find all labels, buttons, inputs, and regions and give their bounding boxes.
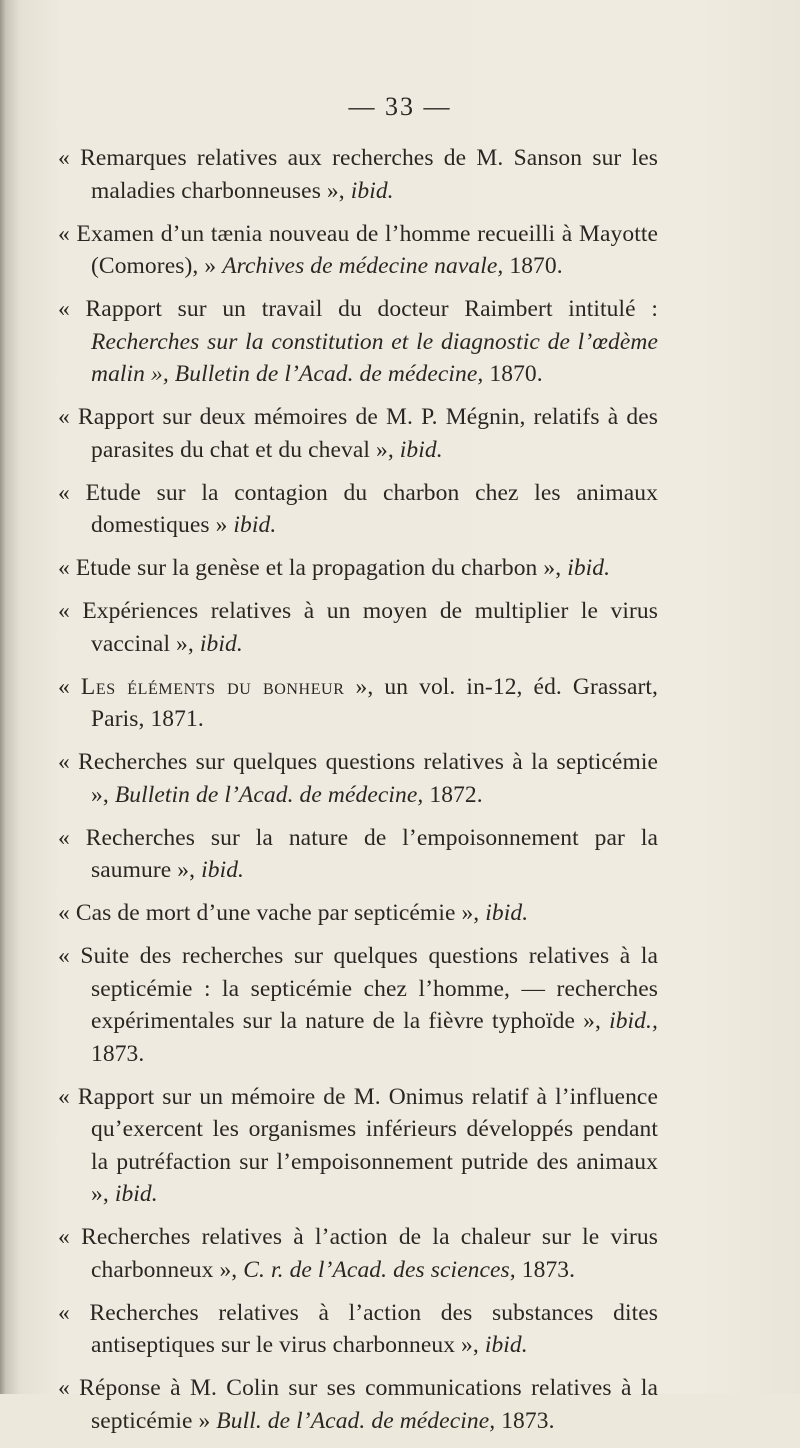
bibliography-entry: « Etude sur la contagion du charbon chez les animaux domestiques » ibid. xyxy=(58,479,658,538)
bibliography-entry: « Cas de mort d’une vache par septicémie », ibid. xyxy=(58,900,529,926)
bibliography-entry: « Etude sur la genèse et la propagation du charbon », ibid. xyxy=(58,555,611,581)
page-number: — 33 — xyxy=(348,92,452,121)
bibliography-list xyxy=(58,142,658,1448)
bibliography-entry: « Recherches relatives à l’action de la chaleur sur le virus charbonneux », C. r. de l’Acad. des sciences, 1873. xyxy=(58,1224,658,1283)
bibliography-entry: « Réponse à M. Colin sur ses communications relatives à la septicémie » Bull. de l’Acad. de médecine, 1873. xyxy=(58,1375,658,1434)
book-title-smallcaps: Les éléments du bonheur xyxy=(80,673,345,700)
bibliography-entry: « Examen d’un tænia nouveau de l’homme recueilli à Mayotte (Comores), » Archives de médecine navale, 1870. xyxy=(58,220,658,279)
bibliography-entry: « Expériences relatives à un moyen de multiplier le virus vaccinal », ibid. xyxy=(58,598,658,657)
bibliography-entry: « Rapport sur deux mémoires de M. P. Mégnin, relatifs à des parasites du chat et du cheval », ibid. xyxy=(58,404,658,463)
bibliography-entry: « Recherches sur quelques questions relatives à la septicémie », Bulletin de l’Acad. de médecine, 1872. xyxy=(58,749,658,808)
bibliography-entry: « Rapport sur un mémoire de M. Onimus relatif à l’influence qu’exercent les organismes inférieurs développés pendant la putréfaction sur l’empoisonnement putride des animaux », ibid. xyxy=(58,1083,658,1207)
bibliography-entry: « Recherches relatives à l’action des substances dites antiseptiques sur le virus charbonneux », ibid. xyxy=(58,1299,658,1358)
bibliography-entry: « Les éléments du bonheur », un vol. in-12, éd. Grassart, Paris, 1871. xyxy=(58,673,659,732)
bibliography-entry: « Recherches sur la nature de l’empoisonnement par la saumure », ibid. xyxy=(58,824,658,883)
bibliography-entry: « Remarques relatives aux recherches de M. Sanson sur les maladies charbonneuses », ibid. xyxy=(58,145,658,204)
bibliography-entry: « Rapport sur un travail du docteur Raimbert intitulé : Recherches sur la constitution et le diagnostic de l’œdème malin », Bulletin de l’Acad. de médecine, 1870. xyxy=(58,296,658,387)
bibliography-entry: « Suite des recherches sur quelques questions relatives à la septicémie : la septicémie chez l’homme, — recherches expérimentales sur la nature de la fièvre typhoïde », ibid., 1873. xyxy=(58,943,658,1067)
